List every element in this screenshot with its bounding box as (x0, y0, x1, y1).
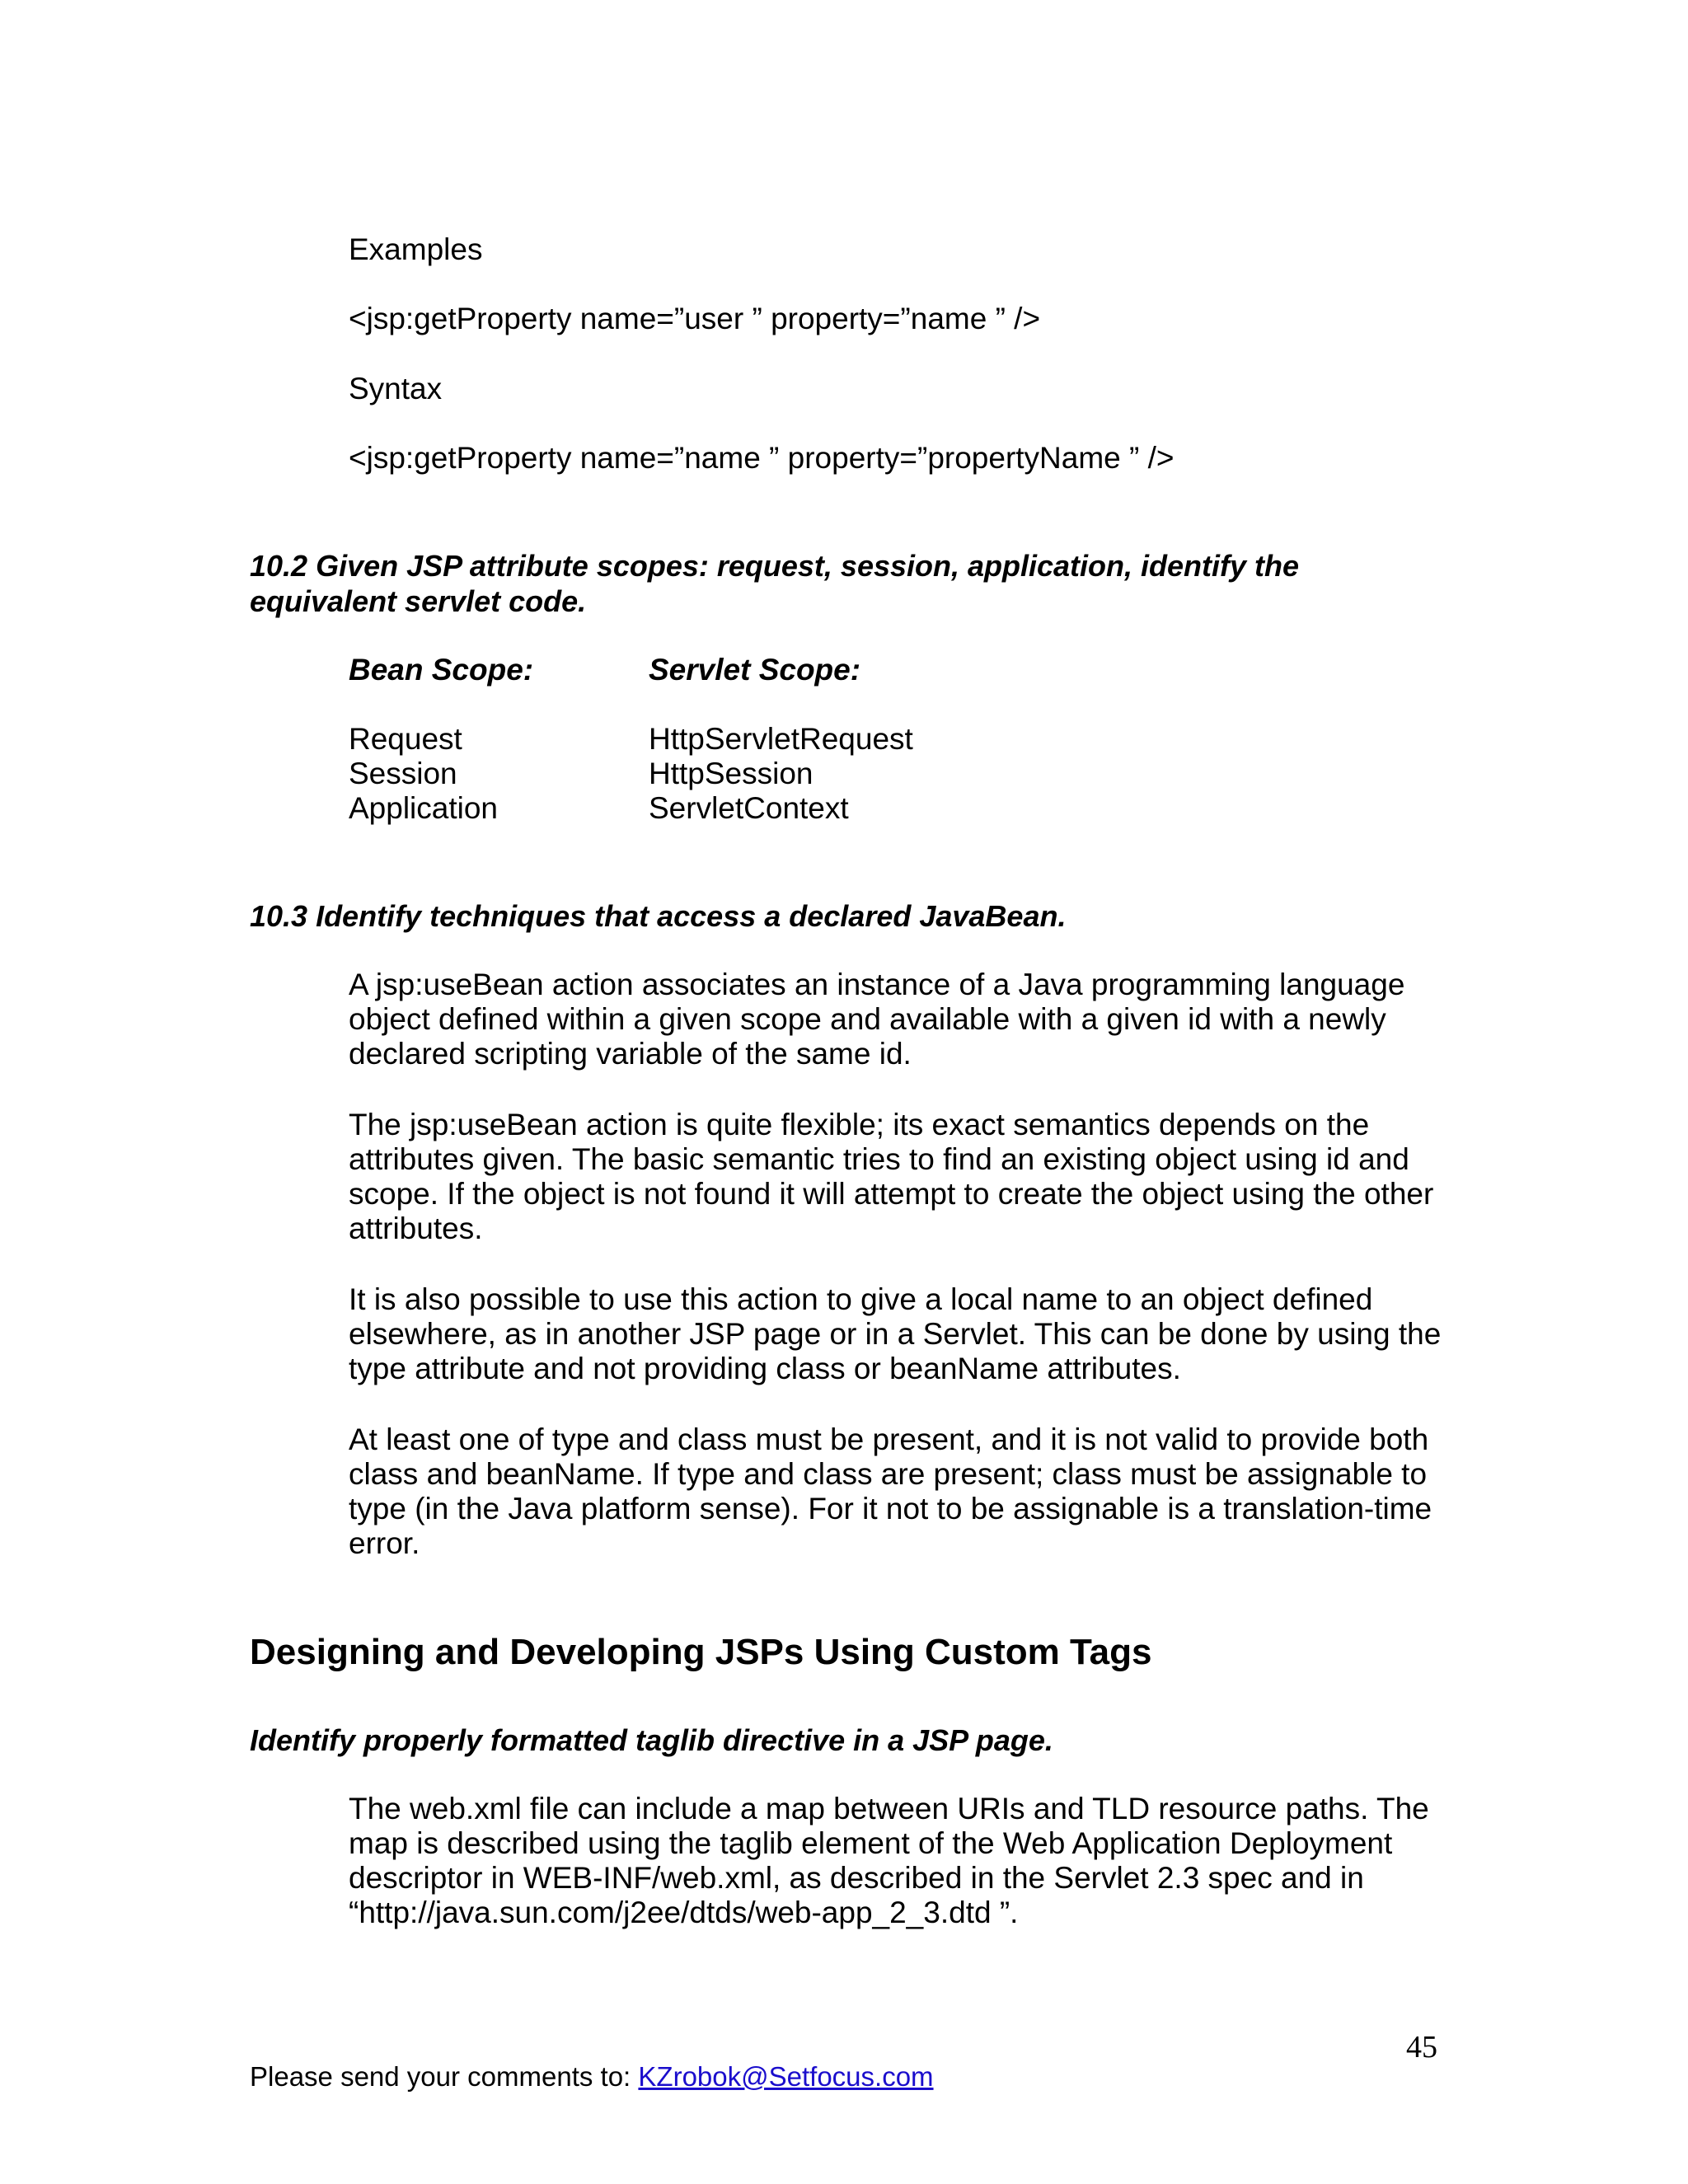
paragraph-usebean-intro: A jsp:useBean action associates an instance of a Java programming language object defined within a given scope and available with a given id with a newly declared scripting variable of the same id. (349, 968, 1405, 1071)
servlet-scope-context: ServletContext (649, 791, 849, 825)
examples-label: Examples (349, 232, 483, 266)
section-10-2-heading (250, 548, 1299, 619)
bean-scope-column (349, 653, 533, 826)
footer-comments-text: Please send your comments to: (250, 2061, 639, 2092)
scope-table (349, 653, 1090, 834)
section-10-2-heading-line2: equivalent servlet code. (250, 584, 587, 618)
custom-tags-heading: Designing and Developing JSPs Using Custom Tags (250, 1632, 1152, 1672)
paragraph-webxml: The web.xml file can include a map between URIs and TLD resource paths. The map is described using the taglib element of the Web Application Deployment descriptor in WEB-INF/web.xml, as described in the Servlet 2.3 spec and in “http://java.sun.com/j2ee/dtds/web-app_2_3.dtd ”. (349, 1792, 1429, 1929)
bean-scope-session: Session (349, 757, 457, 790)
paragraph-type-class: At least one of type and class must be present, and it is not valid to provide both class and beanName. If type and class are present; class must be assignable to type (in the Java platform sense). For it not to be assignable is a translation-time error. (349, 1422, 1432, 1560)
syntax-label: Syntax (349, 372, 443, 405)
page-number: 45 (1406, 2030, 1437, 2064)
paragraph-local-name: It is also possible to use this action to give a local name to an object defined elsewhere, as in another JSP page or in a Servlet. This can be done by using the type attribute and not providing class or beanName attributes. (349, 1282, 1442, 1385)
footer-email-link[interactable]: KZrobok@Setfocus.com (638, 2061, 934, 2092)
servlet-scope-header: Servlet Scope: (649, 653, 861, 687)
bean-scope-request: Request (349, 722, 462, 756)
bean-scope-header: Bean Scope: (349, 653, 534, 687)
syntax-code: <jsp:getProperty name=”name ” property=”propertyName ” /> (349, 441, 1175, 475)
servlet-scope-column (649, 653, 913, 826)
example-code: <jsp:getProperty name=”user ” property=”name ” /> (349, 302, 1041, 335)
paragraph-usebean-flexible: The jsp:useBean action is quite flexible; its exact semantics depends on the attributes given. The basic semantic tries to find an existing object using id and scope. If the object is not found it will attempt to create the object using the other attributes. (349, 1108, 1434, 1245)
servlet-scope-session: HttpSession (649, 757, 814, 790)
section-10-3-heading: 10.3 Identify techniques that access a declared JavaBean. (250, 899, 1067, 933)
taglib-subheading: Identify properly formatted taglib directive in a JSP page. (250, 1723, 1053, 1757)
bean-scope-application: Application (349, 791, 499, 825)
footer (250, 2060, 934, 2093)
section-10-2-heading-line1: 10.2 Given JSP attribute scopes: request, session, application, identify the (250, 549, 1300, 583)
servlet-scope-request: HttpServletRequest (649, 722, 913, 756)
